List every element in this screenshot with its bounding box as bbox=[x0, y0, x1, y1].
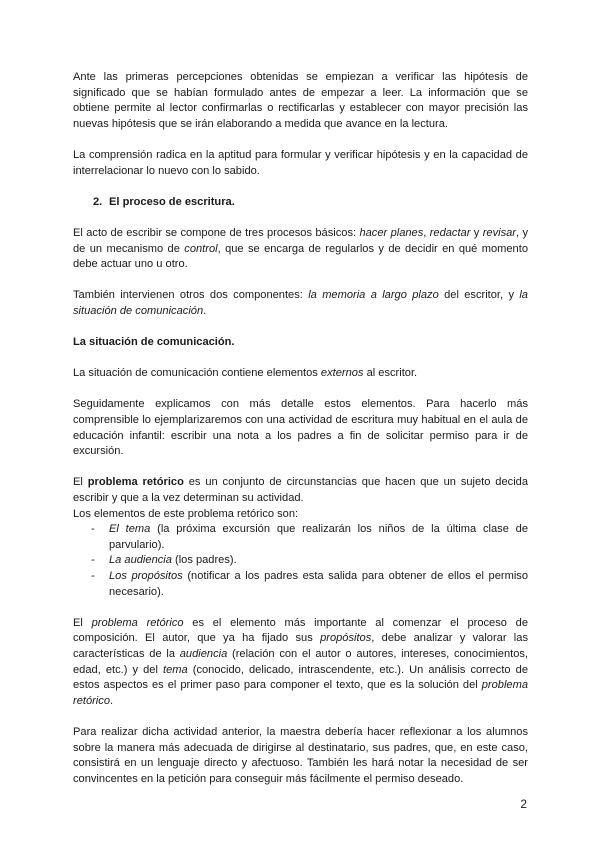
italic-term: control bbox=[184, 242, 218, 255]
italic-term: la situación de comunicación bbox=[73, 289, 528, 317]
italic-term: Los propósitos bbox=[109, 570, 183, 582]
text-run: . bbox=[203, 304, 207, 317]
italic-term: audiencia bbox=[179, 647, 228, 660]
italic-term: problema retórico bbox=[73, 679, 528, 707]
section-number: 2. bbox=[93, 195, 103, 208]
list-item bbox=[73, 569, 528, 600]
text-run: , bbox=[423, 226, 430, 239]
italic-term: La audiencia bbox=[109, 554, 172, 567]
section-heading-proceso-escritura bbox=[93, 195, 528, 211]
section-title: El proceso de escritura. bbox=[109, 195, 235, 208]
italic-term: redactar bbox=[429, 226, 471, 239]
bold-term: problema retórico bbox=[87, 476, 184, 489]
paragraph-actividad-maestra: Para realizar dicha actividad anterior, la maestra debería hacer reflexionar a los alumnos sobre la manera más adecuada de dirigirse al destinatario, sus padres, que, en este caso, consistirá en un lenguaje directo y afectuoso. También les hará notar la necesidad de ser convincentes en la petición para conseguir más fácilmente el permiso deseado. bbox=[73, 725, 528, 785]
italic-term: propósitos bbox=[320, 632, 372, 645]
text-run: es el elemento más importante al comenzar el proceso de composición. El autor, que ya ha fijado sus bbox=[73, 616, 529, 645]
list-dash: - bbox=[91, 523, 95, 536]
text-run: El bbox=[73, 476, 88, 489]
paragraph-ejemplo-actividad: Seguidamente explicamos con más detalle estos elementos. Para hacerlo más comprensible lo ejemplarizaremos con una actividad de escritura muy habitual en el aula de educación infantil: escribir una nota a los padres a fin de solicitar permiso para ir de excursión. bbox=[73, 398, 528, 458]
paragraph-acto-escribir bbox=[73, 226, 528, 273]
text-run: es un conjunto de circunstancias que hacen que un sujeto decida escribir y que a la vez determinan su actividad. bbox=[73, 476, 528, 505]
text-run: El acto de escribir se compone de tres procesos básicos: bbox=[73, 226, 360, 239]
paragraph-problema-retorico bbox=[73, 475, 528, 506]
list-dash: - bbox=[91, 570, 95, 582]
italic-term: externos bbox=[320, 367, 364, 380]
list-intro: Los elementos de este problema retórico son: bbox=[73, 507, 299, 520]
paragraph-comprension: La comprensión radica en la aptitud para formular y verificar hipótesis y en la capacidad de interrelacionar lo nuevo con lo sabido. bbox=[73, 148, 528, 177]
text-run: (notificar a los padres esta salida para obtener de ellos el permiso necesario). bbox=[109, 570, 529, 598]
heading-situacion-comunicacion: La situación de comunicación. bbox=[73, 336, 235, 349]
paragraph-problema-importante bbox=[73, 616, 528, 710]
elements-list bbox=[73, 522, 528, 600]
text-run: (conocido, delicado, intrascendente, etc.). Un análisis correcto de estos aspectos es el primer paso para componer el texto, que es la solución del bbox=[73, 663, 528, 692]
text-run: También intervienen otros dos componentes: bbox=[73, 289, 309, 302]
document-body bbox=[73, 70, 528, 787]
text-run: , que se encarga de regularlos y de decidir en qué momento debe actuar uno u otro. bbox=[73, 242, 528, 271]
text-run: y bbox=[470, 226, 483, 239]
page-number: 2 bbox=[520, 797, 527, 811]
text-run: El bbox=[73, 616, 92, 629]
italic-term: tema bbox=[163, 663, 188, 676]
text-run: del escritor, y bbox=[438, 289, 520, 302]
list-item bbox=[73, 553, 528, 569]
list-item bbox=[73, 522, 528, 553]
paragraph-elementos-externos bbox=[73, 366, 528, 382]
italic-term: hacer planes bbox=[359, 226, 424, 239]
paragraph-componentes bbox=[73, 288, 528, 319]
text-run: (la próxima excursión que realizarán los niños de la última clase de parvulario). bbox=[109, 523, 529, 551]
text-run: (los padres). bbox=[171, 554, 237, 567]
italic-term: El tema bbox=[109, 523, 151, 536]
italic-term: problema retórico bbox=[91, 616, 184, 629]
text-run: , debe analizar y valorar las características de la bbox=[73, 632, 528, 660]
text-run: (relación con el autor o autores, intereses, conocimientos, edad, etc.) y del bbox=[73, 647, 529, 676]
paragraph-hipotesis: Ante las primeras percepciones obtenidas se empiezan a verificar las hipótesis de significado que se habían formulado antes de empezar a leer. La información que se obtiene permite al lector confirmarlas o rectificarlas y establecer con mayor precisión las nuevas hipótesis que se irán elaborando a medida que avance en la lectura. bbox=[73, 71, 528, 130]
text-run: al escritor. bbox=[363, 367, 418, 380]
text-run: , y de un mecanismo de bbox=[73, 226, 528, 255]
text-run: La situación de comunicación contiene elementos bbox=[73, 367, 321, 380]
italic-term: la memoria a largo plazo bbox=[308, 289, 439, 302]
italic-term: revisar bbox=[482, 226, 516, 239]
text-run: . bbox=[110, 694, 114, 707]
list-dash: - bbox=[91, 554, 95, 567]
